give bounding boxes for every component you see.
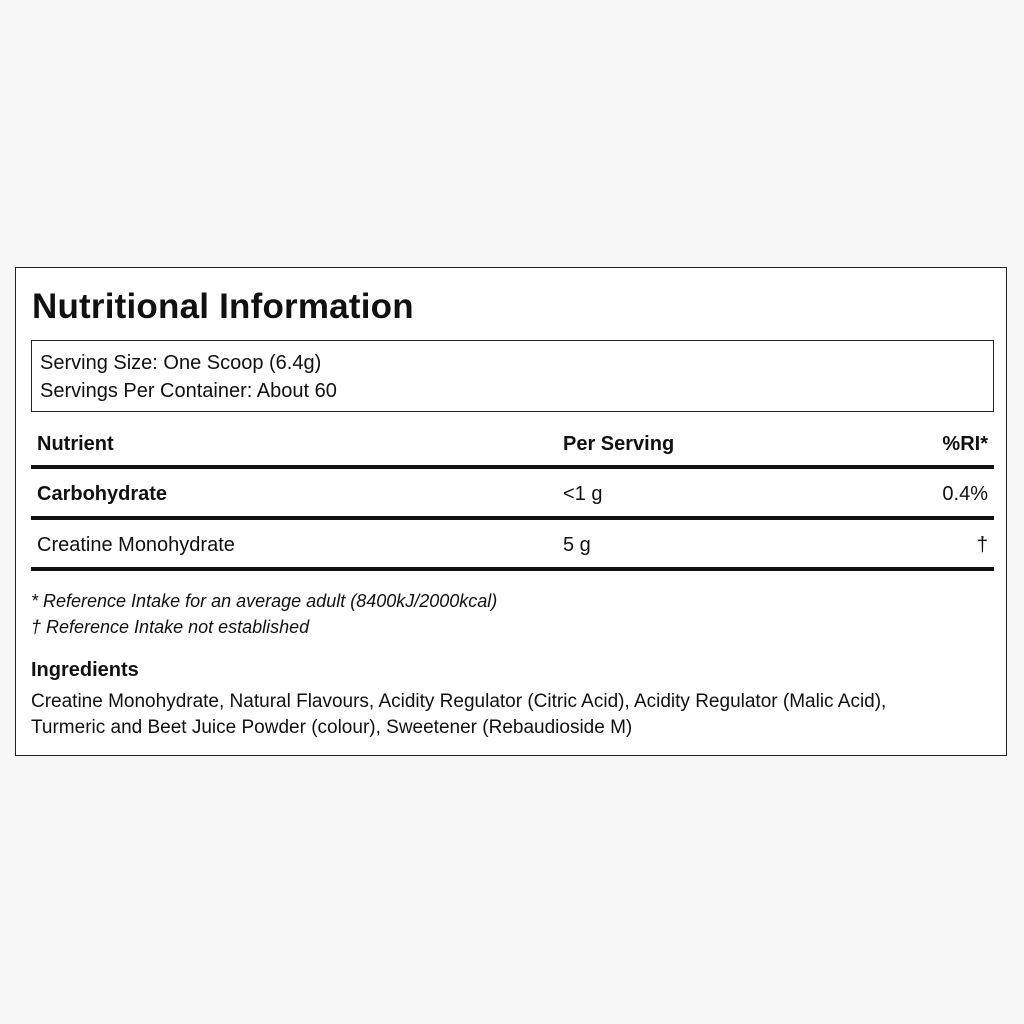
- ingredients-heading: Ingredients: [31, 659, 139, 681]
- panel-title: Nutritional Information: [32, 287, 414, 326]
- nutrient-ri: 0.4%: [942, 483, 988, 505]
- nutrient-name: Creatine Monohydrate: [37, 534, 235, 556]
- nutrient-ri: †: [976, 534, 988, 556]
- ingredients-line: Turmeric and Beet Juice Powder (colour), Sweetener (Rebaudioside M): [31, 717, 633, 738]
- header-ri: %RI*: [942, 433, 988, 455]
- nutrition-table: [31, 423, 994, 571]
- serving-size: Serving Size: One Scoop (6.4g): [40, 352, 322, 374]
- nutrient-per-serving: <1 g: [563, 483, 603, 505]
- table-header-row: [31, 423, 994, 469]
- nutrient-per-serving: 5 g: [563, 534, 591, 556]
- serving-info-box: [31, 340, 994, 412]
- header-nutrient: Nutrient: [37, 433, 114, 455]
- table-row: [31, 469, 994, 520]
- ingredients-list: [31, 689, 981, 741]
- table-row: [31, 520, 994, 571]
- footnotes: [31, 588, 497, 640]
- nutrient-name: Carbohydrate: [37, 483, 168, 505]
- footnote-not-established: † Reference Intake not established: [31, 617, 310, 637]
- footnote-reference-intake: * Reference Intake for an average adult (8400kJ/2000kcal): [31, 591, 498, 611]
- ingredients-line: Creatine Monohydrate, Natural Flavours, Acidity Regulator (Citric Acid), Acidity Regulator (Malic Acid),: [31, 691, 887, 712]
- servings-per-container: Servings Per Container: About 60: [40, 380, 337, 402]
- header-per-serving: Per Serving: [563, 433, 675, 455]
- nutrition-panel: [15, 267, 1007, 756]
